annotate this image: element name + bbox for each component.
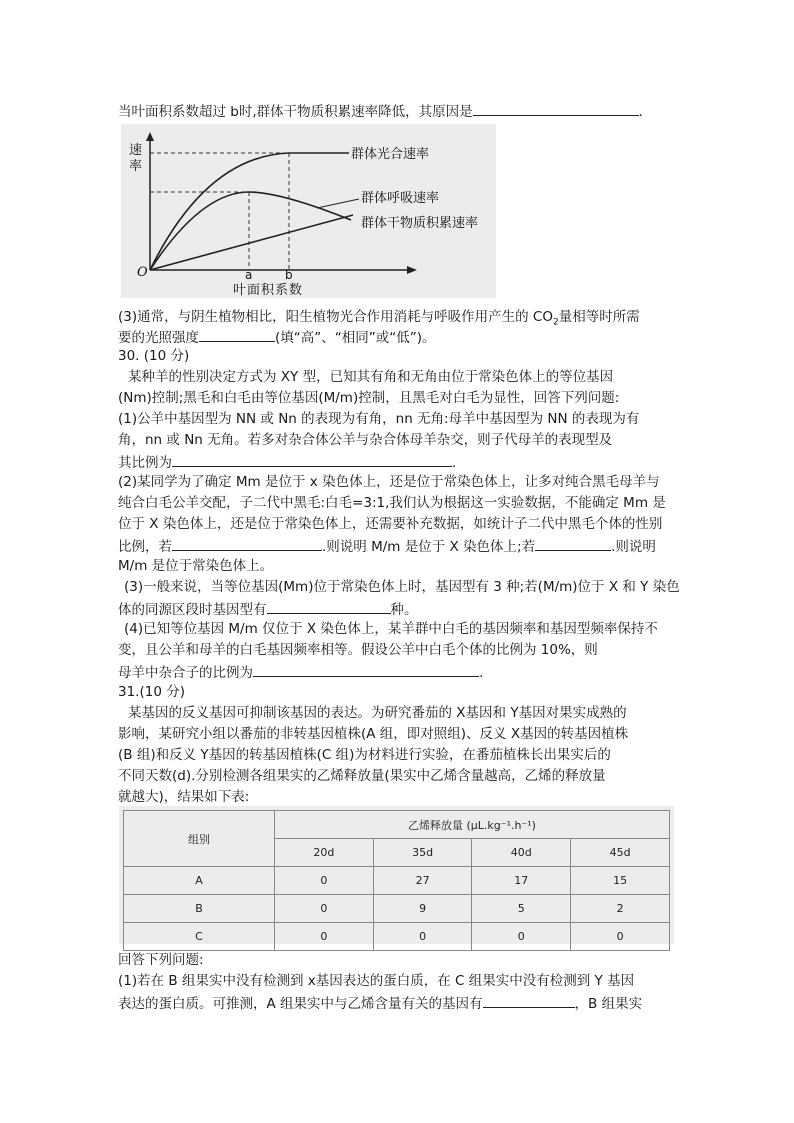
answer-blank[interactable]: [199, 327, 275, 342]
q30-p2-4-c: .则说明: [611, 539, 656, 555]
answer-blank[interactable]: [267, 599, 391, 614]
ethylene-table: [123, 810, 670, 951]
value-cell: 9: [373, 895, 472, 923]
value-cell: 5: [472, 895, 571, 923]
q30-p4-3-a: 母羊中杂合子的比例为: [118, 665, 253, 681]
q30-p2-5: M/m 是位于常染色体上。: [118, 558, 274, 574]
group-header: 组别: [124, 811, 275, 867]
value-cell: 2: [571, 895, 670, 923]
x-axis-arrow: [407, 266, 417, 274]
q30-p2-4-b: .则说明 M/m 是位于 X 染色体上;若: [322, 539, 536, 555]
resp-leader: [317, 199, 359, 208]
answer-blank[interactable]: [172, 536, 322, 551]
q31-heading: 31.(10 分): [118, 684, 185, 700]
q31-p1-1: (1)若在 B 组果实中没有检测到 x基因表达的蛋白质，在 C 组果实中没有检测到 Y 基因: [118, 973, 635, 989]
q30-p2-1: (2)某同学为了确定 Mm 是位于 x 染色体上，还是位于常染色体上，让多对纯合黑毛母羊与: [118, 474, 660, 490]
q30-p4-3: [118, 662, 483, 682]
value-cell: 0: [275, 867, 374, 895]
dry-curve-label: 群体干物质积累速率: [361, 216, 479, 231]
value-cell: 27: [373, 867, 472, 895]
q30-p1-1: (1)公羊中基因型为 NN 或 Nn 的表现为有角，nn 无角:母羊中基因型为 NN 的表现为有: [118, 411, 640, 427]
group-cell: C: [124, 923, 275, 951]
x-axis-label: 叶面积系数: [233, 283, 304, 298]
q29-p3-text-b: 量相等时所需: [558, 309, 640, 325]
q31-p1-2-b: ，B 组果实: [574, 996, 643, 1012]
q29-p3-line2: [118, 327, 436, 347]
q30-p2-4-a: 比例，若: [118, 539, 172, 555]
q31-answer-prompt: 回答下列问题:: [118, 952, 204, 968]
q29-p3-line2-a: 要的光照强度: [118, 330, 199, 346]
q31-intro3: (B 组)和反义 Y基因的转基因植株(C 组)为材料进行实验，在番茄植株长出果实后的: [118, 747, 611, 763]
origin-label: O: [137, 265, 148, 280]
q30-p4-2: 变，且公羊和母羊的白毛基因频率相等。假设公羊中白毛个体的比例为 10%，则: [118, 642, 598, 658]
q31-intro2: 影响，某研究小组以番茄的非转基因植株(A 组，即对照组)、反义 X基因的转基因植株: [118, 726, 629, 742]
q29-line1-end: .: [638, 104, 643, 120]
y-axis-label: [129, 142, 146, 174]
y-axis-label-char1: 速: [129, 143, 143, 158]
value-cell: 0: [472, 923, 571, 951]
y-axis-label-char2: 率: [129, 159, 143, 174]
q30-p1-2: 角，nn 或 Nn 无角。若多对杂合体公羊与杂合体母羊杂交，则子代母羊的表现型及: [118, 432, 613, 448]
answer-blank[interactable]: [172, 452, 452, 467]
q30-p4-3-b: .: [479, 665, 484, 681]
photosynthesis-curve: [150, 153, 349, 270]
q30-p2-4: [118, 536, 656, 556]
q30-p2-3: 位于 X 染色体上，还是位于常染色体上，还需要补充数据，如统计子二代中黑毛个体的性别: [118, 516, 663, 532]
value-header: 乙烯释放量 (μL.kg⁻¹.h⁻¹): [275, 811, 670, 839]
value-cell: 0: [571, 923, 670, 951]
table-row: [124, 923, 670, 951]
respiration-line: [150, 215, 353, 270]
q30-intro2: (Nm)控制;黑毛和白毛由等位基因(M/m)控制，且黑毛对白毛为显性，回答下列问题:: [118, 390, 620, 406]
q30-p4-1: (4)已知等位基因 M/m 仅位于 X 染色体上，某羊群中白毛的基因频率和基因型频率保持不: [124, 621, 658, 637]
day-header: 40d: [472, 839, 571, 867]
photosynthesis-graph: [121, 124, 496, 298]
q31-p1-2-a: 表达的蛋白质。可推测，A 组果实中与乙烯含量有关的基因有: [118, 996, 483, 1012]
photo-curve-label: 群体光合速率: [351, 147, 430, 162]
dry-matter-curve: [150, 192, 351, 270]
q29-p3-text-a: (3)通常，与阴生植物相比，阳生植物光合作用消耗与呼吸作用产生的 CO: [118, 309, 553, 325]
graph-svg: [121, 124, 496, 298]
q30-intro1: 某种羊的性别决定方式为 XY 型，已知其有角和无角由位于常染色体上的等位基因: [128, 369, 614, 385]
q31-p1-2: [118, 993, 642, 1013]
table-row: [124, 867, 670, 895]
resp-curve-label: 群体呼吸速率: [361, 191, 440, 206]
value-cell: 0: [275, 895, 374, 923]
co2-subscript: 2: [552, 317, 559, 328]
value-cell: 0: [373, 923, 472, 951]
ethylene-table-figure: [119, 806, 674, 944]
q30-p2-2: 纯合白毛公羊交配，子二代中黑毛:白毛=3:1,我们认为根据这一实验数据，不能确定 Mm 是: [118, 495, 666, 511]
day-header: 45d: [571, 839, 670, 867]
q30-p3-2-a: 体的同源区段时基因型有: [118, 602, 267, 618]
answer-blank[interactable]: [483, 993, 575, 1008]
day-header: 35d: [373, 839, 472, 867]
q30-p1-3-text: 其比例为: [118, 455, 172, 471]
group-cell: B: [124, 895, 275, 923]
tick-b-label: b: [285, 268, 293, 282]
q30-p3-1: (3)一般来说，当等位基因(Mm)位于常染色体上时，基因型有 3 种;若(M/m)位于 X 和 Y 染色: [124, 579, 680, 595]
tick-a-label: a: [245, 268, 253, 282]
day-header: 20d: [275, 839, 374, 867]
table-row: [124, 895, 670, 923]
q29-p3-line2-b: (填“高”、“相同”或“低”)。: [275, 330, 436, 346]
q30-p1-3-end: .: [452, 455, 457, 471]
value-cell: 15: [571, 867, 670, 895]
group-cell: A: [124, 867, 275, 895]
q31-intro4: 不同天数(d).分别检测各组果实的乙烯释放量(果实中乙烯含量越高，乙烯的释放量: [118, 768, 606, 784]
answer-blank[interactable]: [253, 662, 479, 677]
q30-p3-2: [118, 599, 418, 619]
value-cell: 0: [275, 923, 374, 951]
q30-heading: 30. (10 分): [118, 348, 190, 364]
answer-blank[interactable]: [535, 536, 611, 551]
q29-line1: [118, 101, 643, 121]
y-axis-arrow: [146, 132, 154, 141]
q31-intro5: 就越大)，结果如下表:: [118, 789, 250, 805]
q29-line1-text: 当叶面积系数超过 b时,群体干物质积累速率降低，其原因是: [118, 104, 473, 120]
answer-blank[interactable]: [473, 101, 639, 116]
q31-intro1: 某基因的反义基因可抑制该基因的表达。为研究番茄的 X基因和 Y基因对果实成熟的: [128, 705, 627, 721]
q30-p3-2-b: 种。: [390, 602, 418, 618]
value-cell: 17: [472, 867, 571, 895]
q30-p1-3: [118, 452, 456, 472]
table-header-row: [124, 811, 670, 839]
